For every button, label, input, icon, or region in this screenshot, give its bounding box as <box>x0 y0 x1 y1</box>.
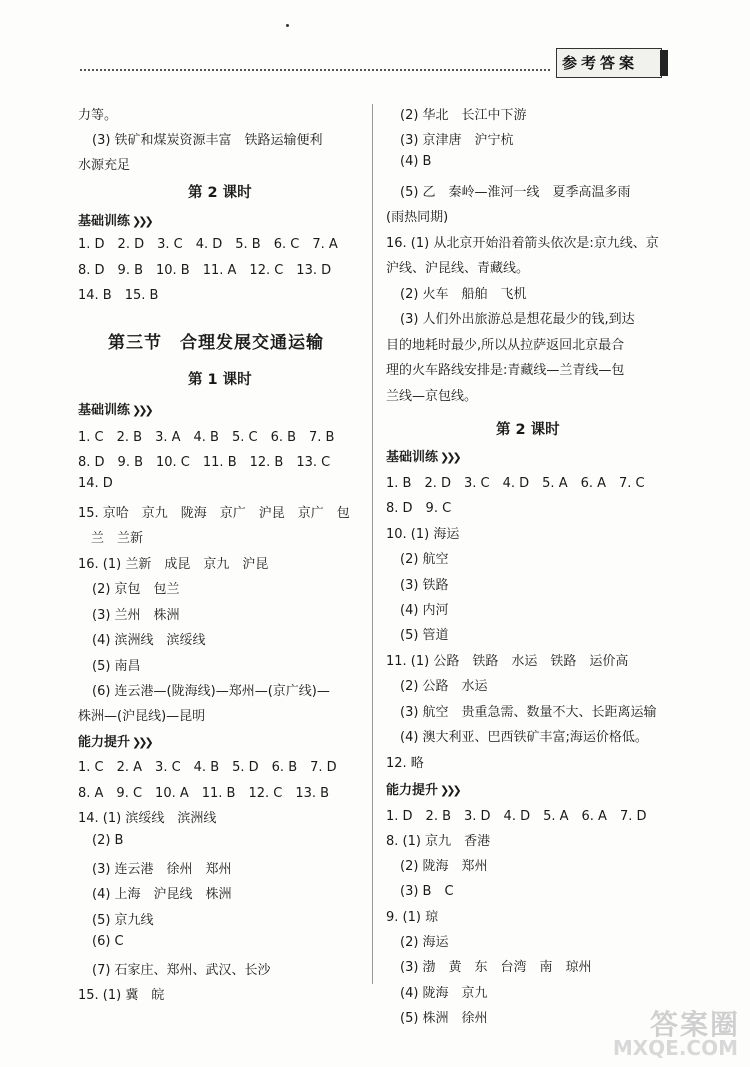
top-dot <box>286 24 289 27</box>
header-dotted-rule <box>80 69 550 71</box>
answer-subline: (2) B <box>92 833 124 848</box>
header-label: 参考答案 <box>562 54 639 72</box>
answer-line: 16. (1) 从北京开始沿着箭头依次是:京九线、京 <box>386 236 659 251</box>
answer-subline: (5) 南昌 <box>92 659 141 674</box>
answer-line: 10. (1) 海运 <box>386 527 460 542</box>
answer-subline: (3) 渤 黄 东 台湾 南 琼州 <box>400 960 592 975</box>
answer-line: 沪线、沪昆线、青藏线。 <box>386 261 530 276</box>
header-tab-marker <box>660 50 668 76</box>
answer-subline: (2) 航空 <box>400 552 449 567</box>
answer-subline: (4) 陇海 京九 <box>400 986 488 1001</box>
answer-subline: (3) 航空 贵重急需、数量不大、长距离运输 <box>400 705 657 720</box>
answer-subline: (3) 兰州 株洲 <box>92 608 180 623</box>
answer-subline: (3) 铁矿和煤炭资源丰富 铁路运输便利 <box>92 133 323 148</box>
triple-chevron-icon: ❯❯❯ <box>440 451 459 464</box>
triple-chevron-icon: ❯❯❯ <box>440 784 459 797</box>
answer-line: 8. D 9. C <box>386 501 452 516</box>
section-bar-label <box>78 210 151 229</box>
answer-line: 14. B 15. B <box>78 288 159 303</box>
answer-line: 8. (1) 京九 香港 <box>386 834 491 849</box>
section-bar-text: 基础训练 <box>386 450 439 465</box>
answer-line: 理的火车路线安排是:青藏线—兰青线—包 <box>386 363 625 378</box>
answer-subline: (3) 铁路 <box>400 578 449 593</box>
answer-line: 1. D 2. D 3. C 4. D 5. B 6. C 7. A <box>78 237 338 252</box>
answer-subline: (5) 乙 秦岭—淮河一线 夏季高温多雨 <box>400 185 631 200</box>
answer-line: 1. D 2. B 3. D 4. D 5. A 6. A 7. D <box>386 809 647 824</box>
section-title: 第三节 合理发展交通运输 <box>108 333 324 353</box>
answer-line: 8. A 9. C 10. A 11. B 12. C 13. B <box>78 786 330 801</box>
answer-subline: (6) C <box>92 934 124 949</box>
answer-subline: (2) 京包 包兰 <box>92 582 180 597</box>
answer-subline: (3) 京津唐 沪宁杭 <box>400 133 514 148</box>
answer-line: 水源充足 <box>78 158 131 173</box>
answer-subline: (4) B <box>400 154 432 169</box>
watermark-logo: 答案圈 <box>649 1008 740 1041</box>
answer-line: (雨热同期) <box>386 210 449 225</box>
section-bar-text: 能力提升 <box>386 783 439 798</box>
answer-subline: (2) 海运 <box>400 935 449 950</box>
answer-line: 力等。 <box>78 108 118 123</box>
triple-chevron-icon: ❯❯❯ <box>132 736 151 749</box>
lesson-heading: 第 2 课时 <box>496 422 560 438</box>
answer-subline: (6) 连云港—(陇海线)—郑州—(京广线)— <box>92 684 330 699</box>
answer-subline: (4) 滨洲线 滨绥线 <box>92 633 206 648</box>
answer-line: 16. (1) 兰新 成昆 京九 沪昆 <box>78 557 269 572</box>
answer-line: 12. 略 <box>386 756 424 771</box>
answer-line: 9. (1) 琼 <box>386 910 439 925</box>
lesson-heading: 第 1 课时 <box>188 372 252 388</box>
triple-chevron-icon: ❯❯❯ <box>132 215 151 228</box>
answer-subline: (2) 华北 长江中下游 <box>400 108 527 123</box>
section-bar-text: 能力提升 <box>78 735 131 750</box>
section-bar-label <box>386 779 459 798</box>
answer-line: 15. (1) 冀 皖 <box>78 988 165 1003</box>
answer-line: 株洲—(沪昆线)—昆明 <box>78 709 206 724</box>
answer-subline: (4) 澳大利亚、巴西铁矿丰富;海运价格低。 <box>400 730 648 745</box>
answer-line: 兰线—京包线。 <box>386 389 478 404</box>
answer-subline: (2) 陇海 郑州 <box>400 859 488 874</box>
watermark-site: MXQE.COM <box>612 1036 738 1060</box>
answer-line: 1. B 2. D 3. C 4. D 5. A 6. A 7. C <box>386 476 645 491</box>
answer-line: 8. D 9. B 10. B 11. A 12. C 13. D <box>78 263 332 278</box>
section-bar-label <box>386 446 459 465</box>
answer-subline: (3) B C <box>400 884 454 899</box>
answer-subline: (5) 株洲 徐州 <box>400 1011 488 1026</box>
answer-subline: (2) 火车 船舶 飞机 <box>400 287 527 302</box>
answer-subline: (5) 京九线 <box>92 913 154 928</box>
section-bar-label <box>78 399 151 418</box>
section-bar-text: 基础训练 <box>78 403 131 418</box>
lesson-heading: 第 2 课时 <box>188 185 252 201</box>
answer-subline: (4) 内河 <box>400 603 449 618</box>
answer-subline: (4) 上海 沪昆线 株洲 <box>92 887 232 902</box>
section-bar-label <box>78 731 151 750</box>
answer-line: 15. 京哈 京九 陇海 京广 沪昆 京广 包 <box>78 506 350 521</box>
answer-line: 1. C 2. A 3. C 4. B 5. D 6. B 7. D <box>78 760 337 775</box>
answer-line: 14. (1) 滨绥线 滨洲线 <box>78 811 217 826</box>
answer-line: 1. C 2. B 3. A 4. B 5. C 6. B 7. B <box>78 430 335 445</box>
triple-chevron-icon: ❯❯❯ <box>132 404 151 417</box>
answer-line: 8. D 9. B 10. C 11. B 12. B 13. C <box>78 455 331 470</box>
answer-line: 目的地耗时最少,所以从拉萨返回北京最合 <box>386 338 625 353</box>
answer-line: 11. (1) 公路 铁路 水运 铁路 运价高 <box>386 654 629 669</box>
answer-line: 兰 兰新 <box>78 531 144 546</box>
answer-subline: (2) 公路 水运 <box>400 679 488 694</box>
answer-subline: (7) 石家庄、郑州、武汉、长沙 <box>92 963 271 978</box>
answer-line: 14. D <box>78 476 113 491</box>
answer-subline: (5) 管道 <box>400 628 449 643</box>
column-divider <box>372 104 373 984</box>
section-bar-text: 基础训练 <box>78 214 131 229</box>
answer-subline: (3) 连云港 徐州 郑州 <box>92 862 232 877</box>
answer-subline: (3) 人们外出旅游总是想花最少的钱,到达 <box>400 312 635 327</box>
